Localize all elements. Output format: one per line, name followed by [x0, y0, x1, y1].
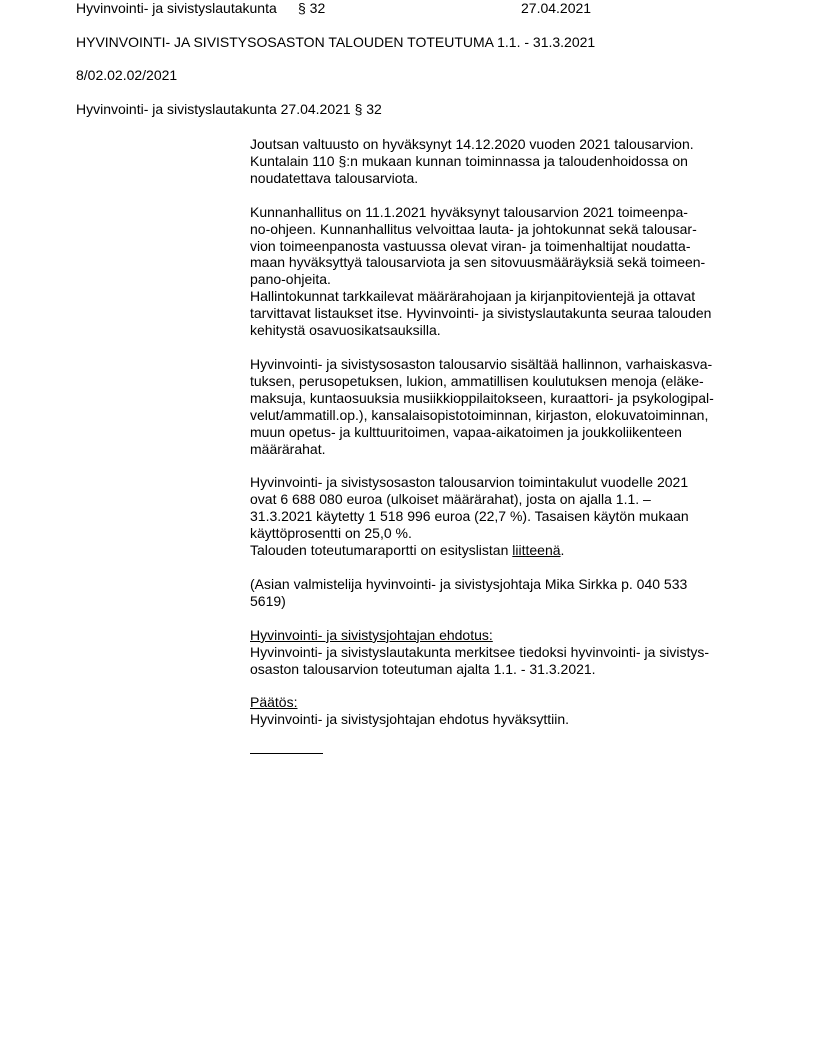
report-line [250, 542, 750, 559]
text-line: 5619) [250, 592, 286, 609]
text-line: määrärahat. [250, 440, 326, 457]
text-line: no-ohjeen. Kunnanhallitus velvoittaa lauta- ja johtokunnat sekä talousar- [250, 220, 697, 237]
text-line: noudatettava talousarviota. [250, 169, 419, 186]
text-line: Hallintokunnat tarkkailevat määrärahojaan ja kirjanpitovientejä ja ottavat [250, 288, 696, 305]
document-body [250, 136, 750, 754]
text-line: Hyvinvointi- ja sivistyslautakunta merkitsee tiedoksi hyvinvointi- ja sivistys- [250, 643, 710, 660]
header-date: 27.04.2021 [521, 0, 592, 16]
text-line: Hyvinvointi- ja sivistysosaston talousarvio sisältää hallinnon, varhaiskasva- [250, 355, 713, 372]
decision-heading: Päätös: [250, 694, 298, 711]
paragraph-operating-costs [250, 474, 750, 559]
attachment-link[interactable]: liitteenä [512, 542, 561, 559]
paragraph-budget-contents [250, 356, 750, 457]
paragraph-implementation-guidance [250, 204, 750, 339]
text-line: tuksen, perusopetuksen, lukion, ammatillisen koulutuksen menoja (eläke- [250, 372, 704, 389]
text-line: muun opetus- ja kulttuuritoimen, vapaa-aikatoimen ja joukkoliikenteen [250, 423, 682, 440]
paragraph-proposal [250, 627, 750, 678]
text-line: käyttöprosentti on 25,0 %. [250, 525, 412, 542]
text-line: tarvittavat listaukset itse. Hyvinvointi- ja sivistyslautakunta seuraa talouden [250, 305, 712, 322]
text-line: ovat 6 688 080 euroa (ulkoiset määrärahat), josta on ajalla 1.1. – [250, 491, 651, 508]
text-line: kehitystä osavuosikatsauksilla. [250, 322, 441, 339]
paragraph-decision [250, 694, 750, 728]
text-line: 31.3.2021 käytetty 1 518 996 euroa (22,7 %). Tasaisen käytön mukaan [250, 508, 689, 525]
text-line: (Asian valmistelija hyvinvointi- ja sivistysjohtaja Mika Sirkka p. 040 533 [250, 575, 688, 592]
text-line: Hyvinvointi- ja sivistysosaston talousarvion toimintakulut vuodelle 2021 [250, 474, 689, 491]
text-line: pano-ohjeita. [250, 271, 331, 288]
decision-text: Hyvinvointi- ja sivistysjohtajan ehdotus hyväksyttiin. [250, 711, 570, 728]
text-line: Kuntalain 110 §:n mukaan kunnan toiminnassa ja taloudenhoidossa on [250, 152, 688, 169]
meeting-line: Hyvinvointi- ja sivistyslautakunta 27.04.2021 § 32 [76, 101, 382, 117]
closing-rule [250, 745, 323, 754]
page-title: HYVINVOINTI- JA SIVISTYSOSASTON TALOUDEN TOTEUTUMA 1.1. - 31.3.2021 [76, 34, 596, 50]
text-line: Kunnanhallitus on 11.1.2021 hyväksynyt talousarvion 2021 toimeenpa- [250, 203, 688, 220]
report-text: Talouden toteutumaraportti on esityslistan [250, 542, 513, 559]
text-line: osaston talousarvion toteutuman ajalta 1.1. - 31.3.2021. [250, 660, 596, 677]
proposal-heading: Hyvinvointi- ja sivistysjohtajan ehdotus: [250, 626, 493, 643]
report-suffix: . [560, 542, 565, 559]
paragraph-budget-approval [250, 136, 750, 187]
paragraph-preparer [250, 576, 750, 610]
header-board-name: Hyvinvointi- ja sivistyslautakunta [76, 0, 277, 16]
diary-number: 8/02.02.02/2021 [76, 67, 178, 83]
text-line: vion toimeenpanosta vastuussa olevat viran- ja toimenhaltijat noudatta- [250, 237, 691, 254]
text-line: velut/ammatill.op.), kansalaisopistotoiminnan, kirjaston, elokuvatoiminnan, [250, 406, 709, 423]
text-line: maan hyväksyttyä talousarviota ja sen sitovuusmääräyksiä sekä toimeen- [250, 254, 706, 271]
text-line: maksuja, kuntaosuuksia musiikkioppilaitokseen, kuraattori- ja psykologipal- [250, 389, 714, 406]
header-section-number: § 32 [298, 0, 326, 16]
text-line: Joutsan valtuusto on hyväksynyt 14.12.2020 vuoden 2021 talousarvion. [250, 136, 694, 152]
